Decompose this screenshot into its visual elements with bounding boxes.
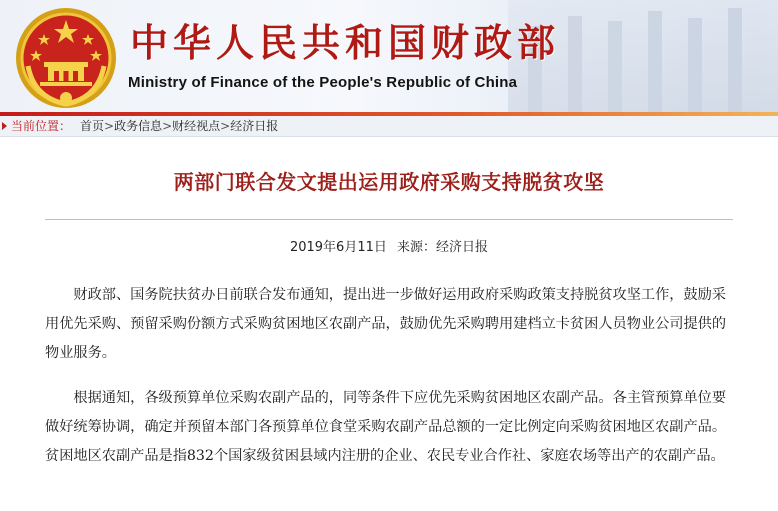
breadcrumb-item-gov-info[interactable]: 政务信息 <box>114 119 163 133</box>
breadcrumb-item-home[interactable]: 首页 <box>80 119 105 133</box>
article-paragraph: 财政部、国务院扶贫办日前联合发布通知，提出进一步做好运用政府采购政策支持脱贫攻坚工作，鼓励采用优先采购、预留采购份额方式采购贫困地区农副产品，鼓励优先采购聘用建档立卡贫困人员物业公司提供的物业服务。 <box>45 287 727 361</box>
title-divider <box>45 219 733 220</box>
breadcrumb-item-economic-daily[interactable]: 经济日报 <box>230 119 279 133</box>
breadcrumb-separator: > <box>104 119 115 133</box>
site-header <box>0 0 778 116</box>
site-title-cn[interactable]: 中华人民共和国财政部 <box>130 21 561 65</box>
breadcrumb <box>0 116 778 137</box>
breadcrumb-item-finance-view[interactable]: 财经视点 <box>172 119 221 133</box>
article-meta <box>0 236 778 255</box>
article-title: 两部门联合发文提出运用政府采购支持脱贫攻坚 <box>173 170 605 194</box>
article-paragraph: 根据通知，各级预算单位采购农副产品的，同等条件下应优先采购贫困地区农副产品。各主管预算单位要做好统筹协调，确定并预留本部门各预算单位食堂采购农副产品总额的一定比例定向采购贫困地区农副产品。贫困地区农副产品是指832个国家级贫困县域内注册的企业、农民专业合作社、家庭农场等出产的农副产品。 <box>45 390 727 464</box>
article-date: 2019年6月11日 <box>289 240 387 255</box>
breadcrumb-separator: > <box>220 119 231 133</box>
breadcrumb-arrow-icon <box>2 122 7 130</box>
breadcrumb-label: 当前位置： <box>11 119 72 133</box>
national-emblem-icon[interactable] <box>14 6 118 110</box>
site-title-en[interactable]: Ministry of Finance of the People's Republic of China <box>128 74 518 91</box>
article-source: 来源：经济日报 <box>397 240 489 255</box>
breadcrumb-separator: > <box>162 119 173 133</box>
breadcrumb-path <box>80 116 278 136</box>
